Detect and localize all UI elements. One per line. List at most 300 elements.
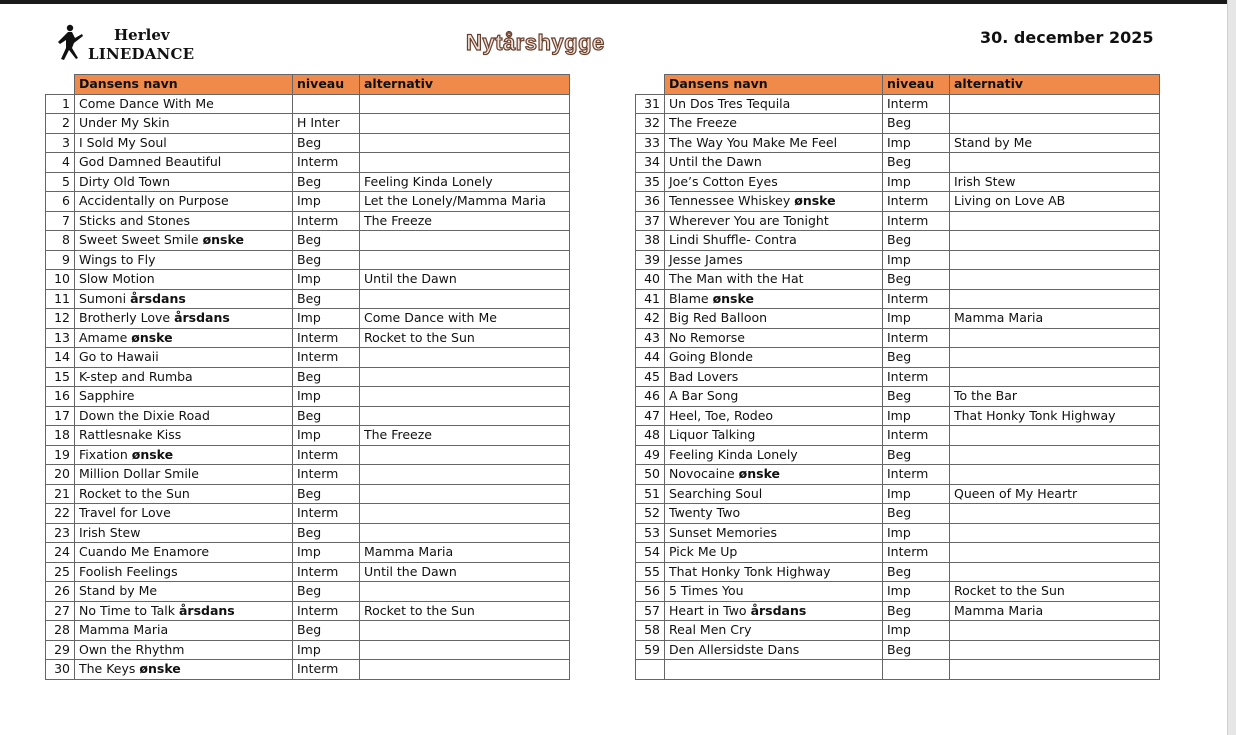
dance-name-cell	[75, 172, 293, 192]
dance-name-cell	[665, 387, 883, 407]
dance-name: Going Blonde	[669, 349, 753, 365]
dance-tag: ønske	[738, 466, 781, 482]
table-row	[46, 640, 570, 660]
dance-name: Den Allersidste Dans	[669, 641, 800, 657]
alternative-cell	[360, 133, 570, 153]
dance-name-cell	[75, 601, 293, 621]
row-number: 15	[46, 367, 75, 387]
dance-name: Tennessee Whiskey	[669, 193, 791, 209]
level-cell	[293, 94, 360, 114]
table-row	[636, 406, 1160, 426]
dance-name: Bad Lovers	[669, 368, 739, 384]
dance-name: Blame	[669, 290, 709, 306]
row-number: 6	[46, 192, 75, 212]
row-number: 29	[46, 640, 75, 660]
row-number: 25	[46, 562, 75, 582]
dance-name: Wings to Fly	[79, 251, 156, 267]
alternative-cell: Mamma Maria	[950, 309, 1160, 329]
dance-name: 5 Times You	[669, 583, 744, 599]
alternative-cell	[360, 465, 570, 485]
dance-name-cell	[665, 445, 883, 465]
row-number: 58	[636, 621, 665, 641]
alternative-cell: Stand by Me	[950, 133, 1160, 153]
table-row	[46, 601, 570, 621]
dance-tag: ønske	[794, 193, 836, 209]
level-cell: Beg	[883, 153, 950, 173]
alternative-cell: Rocket to the Sun	[360, 601, 570, 621]
dance-name: Brotherly Love	[79, 310, 171, 326]
alternative-cell	[360, 94, 570, 114]
dance-name: Mamma Maria	[79, 622, 169, 638]
table-row	[46, 562, 570, 582]
alternative-cell	[360, 660, 570, 680]
table-header-row	[46, 75, 570, 95]
table-row	[46, 621, 570, 641]
dance-name-cell	[665, 562, 883, 582]
page-top-border	[0, 0, 1236, 4]
dance-name: The Man with the Hat	[669, 271, 804, 287]
dance-table-left	[45, 74, 570, 680]
table-row	[46, 289, 570, 309]
level-cell: Interm	[883, 367, 950, 387]
row-number: 53	[636, 523, 665, 543]
alternative-cell: Until the Dawn	[360, 270, 570, 290]
row-number: 30	[46, 660, 75, 680]
row-number: 26	[46, 582, 75, 602]
alternative-cell: Come Dance with Me	[360, 309, 570, 329]
alternative-cell	[950, 504, 1160, 524]
table-row	[636, 231, 1160, 251]
table-row	[46, 660, 570, 680]
table-row	[636, 94, 1160, 114]
dance-name-cell	[75, 640, 293, 660]
logo-text-linedance: LINEDANCE	[88, 45, 195, 63]
dance-name: Irish Stew	[79, 524, 141, 540]
dance-name: That Honky Tonk Highway	[669, 563, 831, 579]
dance-name: Foolish Feelings	[79, 563, 178, 579]
alternative-cell: Let the Lonely/Mamma Maria	[360, 192, 570, 212]
dance-name-cell	[75, 445, 293, 465]
dance-name: Amame	[79, 329, 128, 345]
row-number: 56	[636, 582, 665, 602]
dance-name: Own the Rhythm	[79, 641, 185, 657]
row-number: 33	[636, 133, 665, 153]
dance-name-cell	[665, 504, 883, 524]
dance-name: Big Red Balloon	[669, 310, 768, 326]
row-number: 3	[46, 133, 75, 153]
table-row	[636, 465, 1160, 485]
dance-name-cell	[75, 523, 293, 543]
table-row	[46, 367, 570, 387]
row-number: 23	[46, 523, 75, 543]
level-cell: Beg	[883, 270, 950, 290]
row-number: 9	[46, 250, 75, 270]
row-number: 4	[46, 153, 75, 173]
level-cell: Interm	[293, 445, 360, 465]
level-cell: Imp	[883, 582, 950, 602]
level-cell: Imp	[883, 523, 950, 543]
dance-tag: årsdans	[174, 310, 230, 326]
dance-name: Feeling Kinda Lonely	[669, 446, 798, 462]
level-cell: Beg	[883, 504, 950, 524]
alternative-cell	[950, 348, 1160, 368]
table-row	[636, 484, 1160, 504]
level-cell: Imp	[293, 426, 360, 446]
page-title: Nytårshygge	[466, 30, 605, 55]
level-cell: Imp	[293, 192, 360, 212]
dance-name-cell	[75, 133, 293, 153]
dance-name-cell	[665, 328, 883, 348]
row-number: 37	[636, 211, 665, 231]
alternative-cell: To the Bar	[950, 387, 1160, 407]
header-alternative: alternativ	[950, 75, 1160, 95]
level-cell: Beg	[883, 562, 950, 582]
dance-name: Cuando Me Enamore	[79, 544, 210, 560]
alternative-cell	[950, 328, 1160, 348]
level-cell: Interm	[293, 348, 360, 368]
level-cell: Imp	[293, 543, 360, 563]
dance-name-cell	[665, 192, 883, 212]
alternative-cell: Rocket to the Sun	[360, 328, 570, 348]
table-row	[46, 523, 570, 543]
alternative-cell	[950, 211, 1160, 231]
table-row	[46, 426, 570, 446]
row-number: 27	[46, 601, 75, 621]
row-number: 45	[636, 367, 665, 387]
row-number: 5	[46, 172, 75, 192]
alternative-cell	[360, 523, 570, 543]
event-date: 30. december 2025	[980, 28, 1154, 47]
alternative-cell	[950, 621, 1160, 641]
alternative-cell	[950, 660, 1160, 680]
dance-name-cell	[75, 211, 293, 231]
alternative-cell: Until the Dawn	[360, 562, 570, 582]
dance-name: Sweet Sweet Smile	[79, 232, 199, 248]
table-row	[636, 270, 1160, 290]
alternative-cell	[360, 367, 570, 387]
table-row	[636, 601, 1160, 621]
dance-name-cell	[665, 640, 883, 660]
dance-name-cell	[665, 426, 883, 446]
row-number: 21	[46, 484, 75, 504]
dance-name: K-step and Rumba	[79, 368, 193, 384]
dance-name-cell	[665, 153, 883, 173]
row-number: 10	[46, 270, 75, 290]
row-number: 44	[636, 348, 665, 368]
dance-name-cell	[75, 582, 293, 602]
dance-tag: ønske	[139, 661, 181, 677]
dance-name: Sapphire	[79, 388, 135, 404]
table-row	[46, 484, 570, 504]
dance-name: The Keys	[79, 661, 136, 677]
table-row	[46, 387, 570, 407]
level-cell: Interm	[883, 211, 950, 231]
dance-name: Stand by Me	[79, 583, 158, 599]
level-cell: Beg	[293, 133, 360, 153]
table-row	[46, 192, 570, 212]
dance-name-cell	[75, 328, 293, 348]
dance-name: No Remorse	[669, 329, 745, 345]
row-number	[636, 660, 665, 680]
level-cell: Beg	[293, 289, 360, 309]
dance-tag: årsdans	[178, 602, 235, 618]
dance-name-cell	[75, 309, 293, 329]
table-row	[636, 133, 1160, 153]
table-row	[46, 406, 570, 426]
header-alternative: alternativ	[360, 75, 570, 95]
table-row	[636, 153, 1160, 173]
dance-name-cell	[665, 172, 883, 192]
dance-name-cell	[75, 153, 293, 173]
dance-name: Twenty Two	[669, 505, 741, 521]
dance-tag: årsdans	[130, 290, 186, 306]
level-cell: Interm	[883, 94, 950, 114]
alternative-cell	[950, 562, 1160, 582]
level-cell: Interm	[883, 465, 950, 485]
row-number: 19	[46, 445, 75, 465]
row-number: 20	[46, 465, 75, 485]
dance-name: No Time to Talk	[79, 602, 175, 618]
dance-name-cell	[665, 367, 883, 387]
level-cell: Beg	[883, 640, 950, 660]
level-cell: Interm	[293, 328, 360, 348]
row-number: 40	[636, 270, 665, 290]
dance-name-cell	[665, 133, 883, 153]
alternative-cell	[950, 153, 1160, 173]
dance-name-cell	[665, 250, 883, 270]
alternative-cell	[360, 387, 570, 407]
level-cell: Beg	[883, 387, 950, 407]
dance-name-cell	[665, 289, 883, 309]
alternative-cell: That Honky Tonk Highway	[950, 406, 1160, 426]
row-number: 28	[46, 621, 75, 641]
row-number: 42	[636, 309, 665, 329]
alternative-cell: Feeling Kinda Lonely	[360, 172, 570, 192]
dance-name-cell	[75, 270, 293, 290]
table-row	[636, 523, 1160, 543]
dance-tag: ønske	[712, 290, 754, 306]
row-number: 36	[636, 192, 665, 212]
dance-name-cell	[75, 250, 293, 270]
level-cell: Beg	[293, 367, 360, 387]
row-number: 35	[636, 172, 665, 192]
level-cell: Beg	[293, 621, 360, 641]
dance-name-cell	[665, 231, 883, 251]
level-cell: Interm	[883, 426, 950, 446]
table-row	[636, 504, 1160, 524]
level-cell: Beg	[293, 250, 360, 270]
dance-name-cell	[665, 114, 883, 134]
table-row	[636, 289, 1160, 309]
level-cell: Imp	[293, 309, 360, 329]
row-number: 14	[46, 348, 75, 368]
row-number: 1	[46, 94, 75, 114]
dance-name-cell	[665, 621, 883, 641]
dance-name-cell	[75, 621, 293, 641]
dance-name: Accidentally on Purpose	[79, 193, 229, 209]
dance-name: Heart in Two	[669, 602, 747, 618]
row-number: 31	[636, 94, 665, 114]
row-number: 7	[46, 211, 75, 231]
level-cell: Imp	[293, 387, 360, 407]
header-number	[46, 75, 75, 95]
dance-name-cell	[665, 543, 883, 563]
table-row	[46, 270, 570, 290]
dance-tag: ønske	[131, 446, 174, 462]
page-right-edge	[1227, 0, 1236, 735]
level-cell: Imp	[883, 309, 950, 329]
dance-name-cell	[665, 484, 883, 504]
dance-name: God Damned Beautiful	[79, 154, 222, 170]
dance-name-cell	[665, 465, 883, 485]
table-row	[636, 582, 1160, 602]
alternative-cell: Living on Love AB	[950, 192, 1160, 212]
level-cell: Beg	[883, 445, 950, 465]
table-row	[46, 231, 570, 251]
level-cell: Imp	[883, 250, 950, 270]
alternative-cell	[950, 270, 1160, 290]
table-row	[636, 250, 1160, 270]
alternative-cell	[950, 94, 1160, 114]
alternative-cell	[950, 523, 1160, 543]
level-cell: Beg	[293, 484, 360, 504]
dance-name: Joe’s Cotton Eyes	[669, 173, 778, 189]
alternative-cell	[950, 114, 1160, 134]
dance-name: I Sold My Soul	[79, 134, 167, 150]
dance-name: Travel for Love	[79, 505, 171, 521]
row-number: 59	[636, 640, 665, 660]
dance-name: A Bar Song	[669, 388, 739, 404]
level-cell: Interm	[883, 192, 950, 212]
table-row	[636, 387, 1160, 407]
row-number: 18	[46, 426, 75, 446]
dance-name: Wherever You are Tonight	[669, 212, 829, 228]
dance-name-cell	[75, 660, 293, 680]
alternative-cell	[950, 543, 1160, 563]
dance-name-cell	[75, 114, 293, 134]
row-number: 22	[46, 504, 75, 524]
table-row	[636, 172, 1160, 192]
level-cell: Beg	[883, 601, 950, 621]
table-row	[46, 94, 570, 114]
alternative-cell	[360, 348, 570, 368]
alternative-cell: Queen of My Heartr	[950, 484, 1160, 504]
header-level: niveau	[883, 75, 950, 95]
level-cell: Interm	[293, 562, 360, 582]
dance-name: Dirty Old Town	[79, 173, 171, 189]
alternative-cell	[950, 426, 1160, 446]
alternative-cell: Mamma Maria	[360, 543, 570, 563]
alternative-cell: The Freeze	[360, 211, 570, 231]
level-cell: Beg	[293, 172, 360, 192]
alternative-cell	[950, 367, 1160, 387]
dance-name-cell	[75, 406, 293, 426]
row-number: 54	[636, 543, 665, 563]
level-cell: Interm	[293, 504, 360, 524]
dance-name-cell	[665, 406, 883, 426]
dance-name-cell	[75, 426, 293, 446]
alternative-cell	[360, 231, 570, 251]
dance-name-cell	[75, 543, 293, 563]
row-number: 2	[46, 114, 75, 134]
dance-name: Rocket to the Sun	[79, 485, 190, 501]
level-cell: Interm	[883, 543, 950, 563]
alternative-cell	[950, 640, 1160, 660]
level-cell: Interm	[883, 328, 950, 348]
dance-name-cell	[75, 94, 293, 114]
dance-name: Real Men Cry	[669, 622, 752, 638]
alternative-cell	[360, 582, 570, 602]
table-row	[636, 309, 1160, 329]
dance-name: Down the Dixie Road	[79, 407, 210, 423]
dance-name-cell	[75, 348, 293, 368]
dance-table-right	[635, 74, 1160, 680]
alternative-cell	[360, 406, 570, 426]
dance-name-cell	[75, 465, 293, 485]
dance-name-cell	[665, 211, 883, 231]
dance-name: Heel, Toe, Rodeo	[669, 407, 774, 423]
dance-name: Searching Soul	[669, 485, 763, 501]
dance-name-cell	[665, 270, 883, 290]
row-number: 51	[636, 484, 665, 504]
table-row	[46, 172, 570, 192]
alternative-cell	[360, 153, 570, 173]
dance-tag: ønske	[131, 329, 173, 345]
table-row	[636, 114, 1160, 134]
level-cell: Imp	[293, 640, 360, 660]
row-number: 34	[636, 153, 665, 173]
dance-name-cell	[665, 523, 883, 543]
dance-name: Rattlesnake Kiss	[79, 427, 182, 443]
alternative-cell: Mamma Maria	[950, 601, 1160, 621]
table-row	[636, 640, 1160, 660]
level-cell: Imp	[293, 270, 360, 290]
dance-name: Million Dollar Smile	[79, 466, 199, 482]
level-cell: Beg	[883, 348, 950, 368]
alternative-cell	[950, 465, 1160, 485]
row-number: 55	[636, 562, 665, 582]
logo-text-herlev: Herlev	[114, 26, 170, 44]
level-cell: Interm	[883, 289, 950, 309]
dance-name: Until the Dawn	[669, 154, 762, 170]
table-row	[46, 582, 570, 602]
alternative-cell	[950, 231, 1160, 251]
alternative-cell	[360, 484, 570, 504]
table-row	[46, 445, 570, 465]
level-cell: Beg	[293, 523, 360, 543]
row-number: 13	[46, 328, 75, 348]
level-cell: Imp	[883, 621, 950, 641]
table-row	[636, 562, 1160, 582]
dance-name: Slow Motion	[79, 271, 155, 287]
alternative-cell: The Freeze	[360, 426, 570, 446]
alternative-cell	[360, 114, 570, 134]
table-row	[636, 445, 1160, 465]
table-row	[46, 153, 570, 173]
dance-name: Novocaine	[669, 466, 735, 482]
row-number: 12	[46, 309, 75, 329]
dance-name-cell	[665, 94, 883, 114]
table-row	[636, 367, 1160, 387]
row-number: 16	[46, 387, 75, 407]
dance-name: Liquor Talking	[669, 427, 756, 443]
alternative-cell	[360, 640, 570, 660]
dance-name-cell	[665, 348, 883, 368]
header-dance-name: Dansens navn	[665, 75, 883, 95]
dance-name: Fixation	[79, 446, 128, 462]
level-cell: Interm	[293, 601, 360, 621]
alternative-cell: Rocket to the Sun	[950, 582, 1160, 602]
